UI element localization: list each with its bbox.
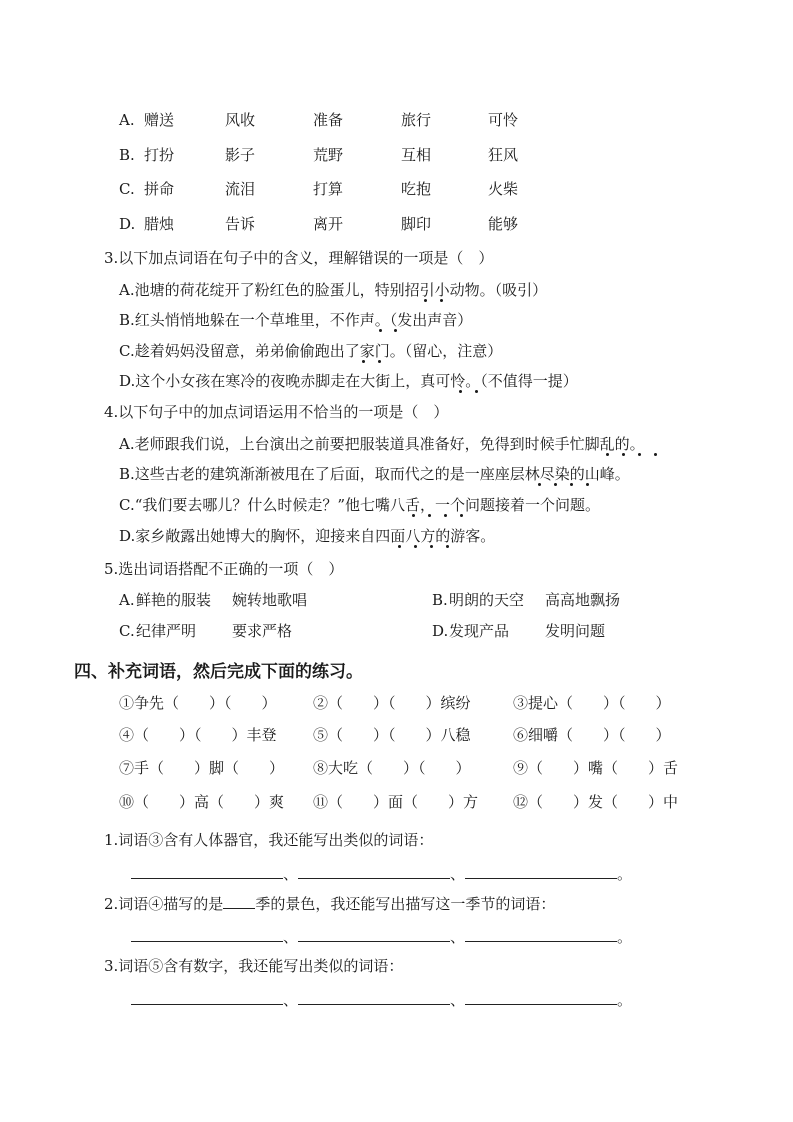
option-word: 荒野 [313, 146, 344, 164]
answer-blank[interactable] [465, 862, 617, 879]
option-word: 脚印 [401, 215, 432, 233]
option-phrase: 发现产品 [449, 622, 510, 640]
emphasis-dot [394, 329, 397, 332]
separator: 、 [450, 865, 466, 883]
q5-options-row-1 [0, 589, 793, 611]
answer-blank[interactable] [465, 925, 617, 942]
option-text: B.红头悄悄地躲在一个草堆里，不作声。（发出声音） [119, 311, 473, 329]
emphasis-dot [444, 514, 447, 517]
emphasis-dot [554, 483, 557, 486]
emphasis-dot [428, 514, 431, 517]
q2-option-c [0, 178, 793, 200]
idiom-blank[interactable]: ④（ ）（ ）丰登 [119, 726, 277, 744]
option-word: 告诉 [225, 215, 256, 233]
option-word: 火柴 [488, 180, 519, 198]
question-stem: 4.以下句子中的加点词语运用不恰当的一项是（ ） [104, 403, 449, 421]
option-letter: B. [119, 146, 135, 164]
answer-blank[interactable] [465, 988, 617, 1005]
option-word: 流泪 [225, 180, 256, 198]
idiom-blank[interactable]: ⑫（ ）发（ ）中 [513, 793, 679, 811]
emphasis-dot [459, 390, 462, 393]
option-letter: C. [119, 180, 135, 198]
option-text: C.趁着妈妈没留意，弟弟偷偷跑出了家门。（留心，注意） [119, 342, 503, 360]
q2-option-a [0, 109, 793, 131]
option-letter: A. [119, 591, 135, 609]
option-word: 吃抱 [401, 180, 432, 198]
idiom-blank[interactable]: ⑤（ ）（ ）八稳 [313, 726, 471, 744]
separator: 、 [283, 928, 299, 946]
emphasis-dot [475, 390, 478, 393]
emphasis-dot [638, 453, 641, 456]
emphasis-dot [440, 299, 443, 302]
task-question: 3.词语⑤含有数字，我还能写出类似的词语： [104, 957, 404, 975]
idiom-blank[interactable]: ⑧大吃（ ）（ ） [313, 759, 471, 777]
option-text: D.家乡敞露出她博大的胸怀，迎接来自四面八方的游客。 [119, 527, 496, 545]
separator: 、 [450, 991, 466, 1009]
option-word: 风收 [225, 111, 256, 129]
option-phrase: 要求严格 [232, 622, 293, 640]
answer-blank[interactable] [298, 862, 450, 879]
q2-option-d [0, 213, 793, 235]
option-word: 能够 [488, 215, 519, 233]
option-phrase: 明朗的天空 [449, 591, 525, 609]
idiom-blank[interactable]: ③提心（ ）（ ） [513, 694, 671, 712]
q5-options-row-2 [0, 620, 793, 642]
task-question: 1.词语③含有人体器官，我还能写出类似的词语： [104, 831, 434, 849]
task-question [104, 892, 555, 914]
emphasis-dot [379, 329, 382, 332]
end-mark: 。 [617, 928, 633, 946]
answer-line-row [131, 862, 632, 884]
separator: 、 [283, 865, 299, 883]
option-word: 赠送 [144, 111, 175, 129]
idiom-blank[interactable]: ⑦手（ ）脚（ ） [119, 759, 285, 777]
emphasis-dot [586, 483, 589, 486]
question-stem: 5.选出词语搭配不正确的一项（ ） [104, 560, 344, 578]
option-word: 准备 [313, 111, 344, 129]
option-word: 拼命 [144, 180, 175, 198]
option-word: 腊烛 [144, 215, 175, 233]
option-word: 影子 [225, 146, 256, 164]
idiom-blank[interactable]: ①争先（ ）（ ） [119, 694, 277, 712]
emphasis-dot [460, 514, 463, 517]
option-phrase: 婉转地歌唱 [232, 591, 308, 609]
answer-blank[interactable] [131, 925, 283, 942]
section-title: 四、补充词语，然后完成下面的练习。 [74, 662, 363, 682]
end-mark: 。 [617, 865, 633, 883]
emphasis-dot [378, 360, 381, 363]
idiom-row-3 [0, 757, 793, 779]
answer-blank[interactable] [298, 925, 450, 942]
idiom-blank[interactable]: ⑥细嚼（ ）（ ） [513, 726, 671, 744]
idiom-blank[interactable]: ⑩（ ）高（ ）爽 [119, 793, 285, 811]
emphasis-dot [414, 545, 417, 548]
answer-line-row [131, 988, 632, 1010]
idiom-row-4 [0, 791, 793, 813]
option-text: B.这些古老的建筑渐渐被甩在了后面，取而代之的是一座座层林尽染的山峰。 [119, 465, 630, 483]
idiom-blank[interactable]: ⑪（ ）面（ ）方 [313, 793, 479, 811]
option-phrase: 发明问题 [545, 622, 606, 640]
option-word: 离开 [313, 215, 344, 233]
option-text: A.池塘的荷花绽开了粉红色的脸蛋儿，特别招引小动物。（吸引） [119, 281, 548, 299]
option-phrase: 鲜艳的服装 [136, 591, 212, 609]
option-letter: C. [119, 622, 135, 640]
task-question-part: 2.词语④描写的是 [104, 895, 224, 913]
option-letter: A. [119, 111, 135, 129]
option-word: 打扮 [144, 146, 175, 164]
answer-blank[interactable] [131, 862, 283, 879]
answer-line-row [131, 925, 632, 947]
emphasis-dot [622, 453, 625, 456]
option-letter: B. [432, 591, 448, 609]
idiom-row-1 [0, 692, 793, 714]
option-word: 互相 [401, 146, 432, 164]
option-text: C.“我们要去哪儿？什么时候走？”他七嘴八舌，一个问题接着一个问题。 [119, 496, 601, 514]
emphasis-dot [424, 299, 427, 302]
idiom-row-2 [0, 724, 793, 746]
emphasis-dot [606, 453, 609, 456]
option-word: 可怜 [488, 111, 519, 129]
emphasis-dot [430, 545, 433, 548]
end-mark: 。 [617, 991, 633, 1009]
answer-blank[interactable] [131, 988, 283, 1005]
separator: 、 [450, 928, 466, 946]
option-text: A.老师跟我们说，上台演出之前要把服装道具准备好，免得到时候手忙脚乱的。 [119, 435, 645, 453]
answer-blank[interactable] [298, 988, 450, 1005]
option-word: 旅行 [401, 111, 432, 129]
option-letter: D. [119, 215, 136, 233]
question-stem: 3.以下加点词语在句子中的含义，理解错误的一项是（ ） [104, 249, 494, 267]
season-blank[interactable] [223, 892, 255, 909]
idiom-blank[interactable]: ⑨（ ）嘴（ ）舌 [513, 759, 679, 777]
option-letter: D. [432, 622, 449, 640]
emphasis-dot [570, 483, 573, 486]
emphasis-dot [398, 545, 401, 548]
option-phrase: 纪律严明 [136, 622, 197, 640]
emphasis-dot [412, 514, 415, 517]
option-word: 狂风 [488, 146, 519, 164]
idiom-blank[interactable]: ②（ ）（ ）缤纷 [313, 694, 471, 712]
emphasis-dot [446, 545, 449, 548]
separator: 、 [283, 991, 299, 1009]
task-question-part: 季的景色，我还能写出描写这一季节的词语： [255, 895, 556, 913]
option-word: 打算 [313, 180, 344, 198]
emphasis-dot [538, 483, 541, 486]
emphasis-dot [362, 360, 365, 363]
q2-option-b [0, 144, 793, 166]
emphasis-dot [654, 453, 657, 456]
option-text: D.这个小女孩在寒冷的夜晚赤脚走在大街上，真可怜。（不值得一提） [119, 372, 578, 390]
option-phrase: 高高地飘扬 [545, 591, 621, 609]
